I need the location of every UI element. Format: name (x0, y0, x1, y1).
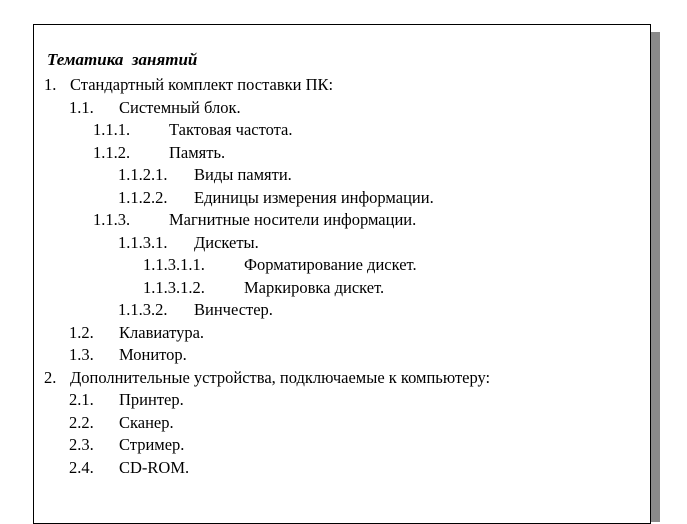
outline-item-number: 1.3. (69, 345, 94, 364)
outline-item-text: Клавиатура. (119, 322, 205, 342)
outline-item-number: 1.1.3.1.2. (143, 277, 205, 297)
outline-item-number: 2.4. (69, 457, 94, 477)
topic-outline (34, 75, 650, 480)
outline-item-text: Единицы измерения информации. (194, 187, 434, 207)
outline-item-number: 1.1.3.2. (118, 300, 168, 319)
outline-item-text: Стример. (119, 435, 185, 454)
outline-item (34, 413, 650, 436)
outline-item (34, 233, 650, 256)
outline-item (34, 458, 650, 481)
outline-item (34, 300, 650, 323)
outline-item (34, 210, 650, 233)
outline-item-text: Винчестер. (194, 300, 273, 319)
outline-item-number: 1.2. (69, 322, 94, 342)
outline-item-number: 1.1.3.1. (118, 232, 168, 252)
outline-item-text: Дополнительные устройства, подключаемые к компьютеру: (70, 367, 491, 387)
outline-item-text: Стандартный комплект поставки ПК: (70, 75, 334, 94)
outline-item-number: 2.3. (69, 435, 94, 454)
outline-item (34, 98, 650, 121)
outline-item-text: Сканер. (119, 412, 174, 432)
outline-item-number: 1.1.3. (93, 210, 131, 229)
outline-item (34, 255, 650, 278)
outline-item (34, 390, 650, 413)
outline-item (34, 345, 650, 368)
outline-item-number: 1.1. (69, 97, 94, 117)
outline-item (34, 278, 650, 301)
outline-item (34, 165, 650, 188)
outline-item-text: Магнитные носители информации. (169, 210, 417, 229)
outline-item-text: Монитор. (119, 345, 187, 364)
outline-item (34, 188, 650, 211)
outline-item (34, 323, 650, 346)
outline-item-number: 1.1.2.1. (118, 165, 168, 184)
outline-item-text: Маркировка дискет. (244, 277, 385, 297)
outline-item (34, 435, 650, 458)
outline-item-number: 2. (44, 367, 57, 387)
outline-item-number: 1.1.1. (93, 120, 131, 139)
outline-item-text: Принтер. (119, 390, 184, 409)
outline-item (34, 143, 650, 166)
outline-item-text: Дискеты. (194, 232, 259, 252)
outline-item-number: 2.1. (69, 390, 94, 409)
outline-item-text: Тактовая частота. (169, 120, 293, 139)
outline-item-number: 1.1.2. (93, 142, 131, 162)
outline-item-text: Форматирование дискет. (244, 255, 417, 274)
outline-item-text: Память. (169, 142, 226, 162)
document-page (33, 24, 651, 524)
outline-item-number: 1. (44, 75, 57, 94)
outline-item-number: 1.1.2.2. (118, 187, 168, 207)
outline-item (34, 75, 650, 98)
outline-item-text: Виды памяти. (194, 165, 292, 184)
outline-item-text: CD-ROM. (119, 457, 190, 477)
outline-item (34, 120, 650, 143)
outline-item-text: Системный блок. (119, 97, 241, 117)
outline-item (34, 368, 650, 391)
outline-item-number: 2.2. (69, 412, 94, 432)
outline-item-number: 1.1.3.1.1. (143, 255, 205, 274)
document-heading: Тематика занятий (47, 50, 198, 69)
